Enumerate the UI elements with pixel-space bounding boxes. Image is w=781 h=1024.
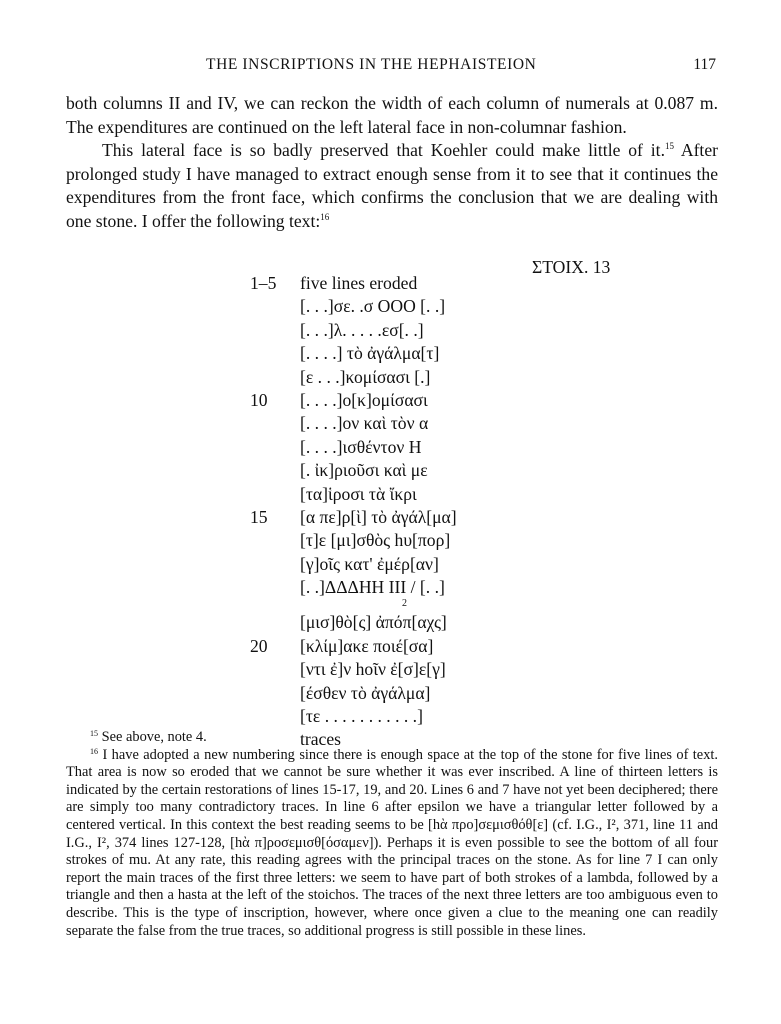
line-text: [. . .]σε. .σ ΟΟΟ [. .] bbox=[300, 296, 446, 317]
paragraph-2-text: This lateral face is so badly preserved that Koehler could make little of it. bbox=[102, 140, 665, 161]
inscription-line bbox=[250, 506, 570, 529]
footnote-ref-16: 16 bbox=[320, 211, 330, 222]
inscription-line bbox=[250, 342, 570, 365]
line-text: [έσθεν τὸ ἀγάλμα] bbox=[300, 682, 431, 703]
inscription-line bbox=[250, 459, 570, 482]
inscription-line bbox=[250, 611, 570, 634]
inscription-subscript-line bbox=[250, 599, 570, 611]
running-header bbox=[66, 56, 716, 78]
line-text: [τα]ἱροσι τὰ ἴκρι bbox=[300, 483, 417, 504]
stoichedon-label: ΣΤΟΙΧ. 13 bbox=[532, 257, 611, 277]
line-text: [. . . .]ο[κ]ομίσασι bbox=[300, 389, 428, 410]
footnote-mark: 15 bbox=[90, 729, 98, 738]
inscription-line bbox=[250, 635, 570, 658]
footnote-15 bbox=[66, 729, 718, 747]
line-text: [. . .]λ. . . . .εσ[. .] bbox=[300, 319, 424, 340]
inscription-line bbox=[250, 272, 570, 295]
paragraph-1: both columns II and IV, we can reckon the width of each column of numerals at 0.087 m. The expenditures are continued on the left lateral face in non-columnar fashion. bbox=[66, 93, 718, 137]
running-title: THE INSCRIPTIONS IN THE HEPHAISTEION bbox=[206, 56, 537, 73]
footnotes bbox=[66, 729, 718, 940]
line-number: 20 bbox=[250, 635, 268, 656]
line-text: [γ]οῖς κατ' ἐμέρ[αν] bbox=[300, 553, 439, 574]
line-text: [κλίμ]ακε ποιέ[σα] bbox=[300, 635, 434, 656]
inscription-line bbox=[250, 436, 570, 459]
inscription-line bbox=[250, 553, 570, 576]
line-text: [. ἰκ]ριοῦσι καὶ με bbox=[300, 460, 428, 481]
line-text: [μισ]θὸ[ς] ἀπόπ[αχς] bbox=[300, 612, 447, 633]
footnote-text: I have adopted a new numbering since there is enough space at the top of the stone for five lines of text. That area is now so eroded that we cannot be sure whether it was ever inscribed. A line of thirteen letters is indicated by the certain restorations of lines 15-17, 19, and 20. Lines 6 and 7 have not yet been deciphered; there are simply too many contradictory traces. In line 6 after epsilon we have a triangular letter followed by a centered vertical. In this context the best reading seems to be [hὰ προ]σεμισθόθ[ε] (cf. I.G., I², 371, line 11 and I.G., I², 374 lines 127-128, [hὰ π]ροσεμισθ[όσαμεν]). Perhaps it is even possible to see the bottom of all four strokes of mu. At any rate, this reading agrees with the principal traces on the stone. As for line 7 I can only report the main traces of the first three letters: we seem to have part of both strokes of a lambda, followed by a triangle and then a hasta at the left of the stoichos. The traces of the next three letters are too ambiguous even to describe. This is the type of inscription, however, where once given a clue to the meaning one can readily separate the false from the true traces, so additional progress is still possible in these lines. bbox=[66, 746, 718, 939]
line-text: [. .]ΔΔΔΗΗ ΙΙΙ / [. .] bbox=[300, 577, 445, 598]
line-text: five lines eroded bbox=[300, 273, 418, 293]
line-text: [α πε]ρ[ὶ] τὸ ἀγάλ[μα] bbox=[300, 506, 457, 527]
line-number: 10 bbox=[250, 389, 268, 410]
inscription-line bbox=[250, 576, 570, 599]
line-text: [ε . . .]κομίσασι [.] bbox=[300, 366, 431, 387]
footnote-mark: 16 bbox=[90, 746, 98, 756]
inscription-line bbox=[250, 682, 570, 705]
inscription-line bbox=[250, 483, 570, 506]
footnote-ref-15: 15 bbox=[664, 141, 674, 152]
inscription-text bbox=[250, 272, 570, 752]
line-number: 15 bbox=[250, 506, 268, 527]
footnote-16 bbox=[66, 747, 718, 941]
line-text: [. . . .]ον καὶ τὸν α bbox=[300, 413, 429, 434]
line-text: [. . . .]ισθέντον Η bbox=[300, 436, 422, 457]
inscription-line bbox=[250, 658, 570, 681]
inscription-line bbox=[250, 389, 570, 412]
footnote-text: See above, note 4. bbox=[101, 729, 207, 745]
inscription-line bbox=[250, 319, 570, 342]
line-text: [τ]ε [μι]σθὸς hυ[πορ] bbox=[300, 530, 451, 551]
page-number: 117 bbox=[693, 56, 716, 73]
subscript-mark: 2 bbox=[402, 598, 407, 610]
line-text: [τε . . . . . . . . . . .] bbox=[300, 706, 423, 727]
main-text bbox=[66, 92, 718, 234]
line-text: [. . . .] τὸ ἀγάλμα[τ] bbox=[300, 343, 440, 364]
inscription-line bbox=[250, 705, 570, 728]
line-text: [ντι ἐ]ν hοῖν ἐ[σ]ε[γ] bbox=[300, 659, 446, 680]
inscription-line bbox=[250, 295, 570, 318]
inscription-line bbox=[250, 366, 570, 389]
paragraph-2-continuation: After prolonged study I have managed to extract enough sense from it to see that it continues the expenditures from the front face, which confirms the conclusion that we are dealing with one stone. I offer the following text: bbox=[66, 140, 718, 231]
line-number: 1–5 bbox=[250, 273, 277, 293]
inscription-line bbox=[250, 412, 570, 435]
inscription-line bbox=[250, 529, 570, 552]
line-text: traces bbox=[300, 729, 342, 750]
paragraph-2 bbox=[66, 139, 718, 233]
